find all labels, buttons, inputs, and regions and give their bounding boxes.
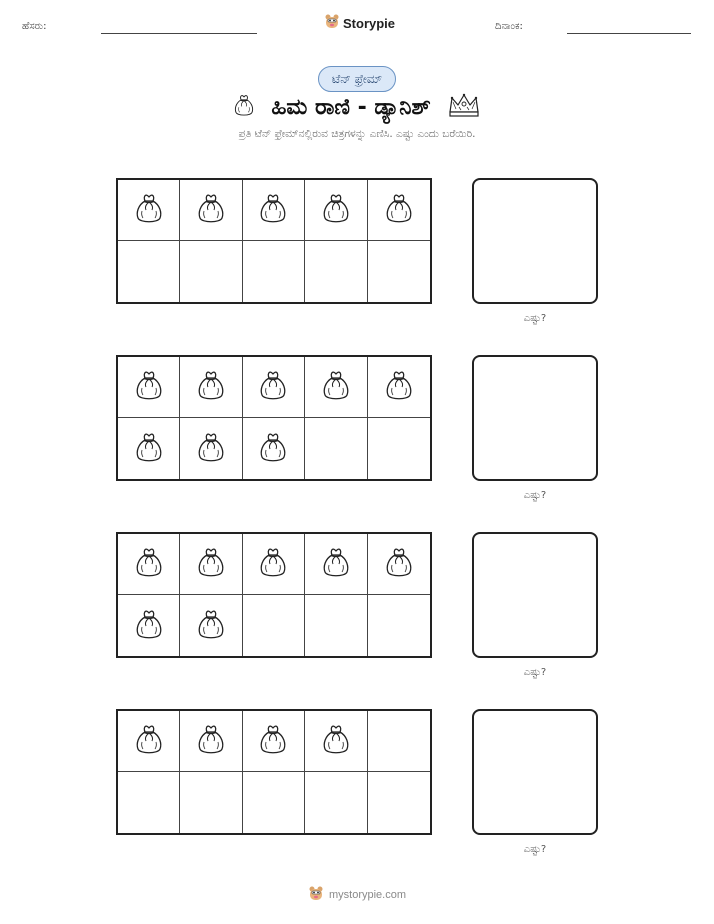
money-bag-icon bbox=[258, 545, 288, 583]
frame-cell bbox=[118, 711, 180, 772]
answer-box[interactable] bbox=[472, 532, 598, 658]
frame-cell bbox=[180, 711, 242, 772]
frame-cell bbox=[180, 418, 242, 479]
frame-cell bbox=[368, 595, 430, 656]
money-bag-icon bbox=[134, 722, 164, 760]
money-bag-icon bbox=[321, 368, 351, 406]
frame-cell bbox=[180, 534, 242, 595]
frame-cell bbox=[368, 241, 430, 302]
money-bag-icon bbox=[384, 191, 414, 229]
frame-cell bbox=[368, 180, 430, 241]
money-bag-icon bbox=[384, 545, 414, 583]
money-bag-icon bbox=[134, 607, 164, 645]
date-line[interactable] bbox=[567, 33, 691, 34]
how-many-label: ಎಷ್ಟು? bbox=[523, 844, 547, 855]
answer-box[interactable] bbox=[472, 709, 598, 835]
frame-cell bbox=[368, 418, 430, 479]
name-label: ಹೆಸರು: bbox=[22, 21, 47, 32]
frame-cell bbox=[243, 711, 305, 772]
worksheet-title: ಹಿಮ ರಾಣಿ - ಡ್ಯಾನಿಶ್ bbox=[271, 94, 431, 120]
name-line[interactable] bbox=[101, 33, 257, 34]
frame-cell bbox=[305, 241, 367, 302]
brand-name: Storypie bbox=[343, 15, 396, 31]
footer-url[interactable]: mystorypie.com bbox=[328, 889, 407, 901]
frame-cell bbox=[305, 357, 367, 418]
money-bag-icon bbox=[134, 191, 164, 229]
frame-cell bbox=[180, 595, 242, 656]
money-bag-icon bbox=[258, 722, 288, 760]
frame-cell bbox=[368, 772, 430, 833]
frame-cell bbox=[305, 180, 367, 241]
frame-cell bbox=[305, 534, 367, 595]
frame-cell bbox=[368, 534, 430, 595]
frame-cell bbox=[118, 357, 180, 418]
money-bag-icon bbox=[196, 368, 226, 406]
frame-cell bbox=[243, 180, 305, 241]
title-row bbox=[0, 92, 714, 122]
frame-cell bbox=[368, 711, 430, 772]
crown-icon bbox=[447, 92, 481, 122]
how-many-label: ಎಷ್ಟು? bbox=[523, 313, 547, 324]
frame-cell bbox=[118, 241, 180, 302]
ten-frame bbox=[116, 532, 432, 658]
how-many-label: ಎಷ್ಟು? bbox=[523, 667, 547, 678]
money-bag-icon bbox=[196, 722, 226, 760]
money-bag-icon bbox=[258, 191, 288, 229]
money-bag-icon bbox=[321, 722, 351, 760]
frame-cell bbox=[180, 241, 242, 302]
frame-cell bbox=[305, 711, 367, 772]
frame-cell bbox=[118, 772, 180, 833]
storypie-mascot-icon bbox=[308, 885, 324, 905]
money-bag-icon bbox=[321, 191, 351, 229]
brand bbox=[324, 13, 395, 33]
date-label: ದಿನಾಂಕ: bbox=[495, 21, 523, 32]
frame-cell bbox=[305, 418, 367, 479]
money-bag-icon bbox=[196, 607, 226, 645]
answer-box[interactable] bbox=[472, 178, 598, 304]
frame-cell bbox=[305, 772, 367, 833]
frame-cell bbox=[118, 180, 180, 241]
frame-cell bbox=[243, 241, 305, 302]
money-bag-icon bbox=[196, 191, 226, 229]
frame-cell bbox=[118, 534, 180, 595]
ten-frame bbox=[116, 709, 432, 835]
frame-cell bbox=[180, 357, 242, 418]
frame-cell bbox=[243, 357, 305, 418]
footer bbox=[0, 885, 714, 905]
money-bag-icon bbox=[196, 545, 226, 583]
storypie-mascot-icon bbox=[324, 13, 340, 33]
money-bag-icon bbox=[258, 430, 288, 468]
frame-cell bbox=[305, 595, 367, 656]
frame-cell bbox=[180, 180, 242, 241]
money-bag-icon bbox=[196, 430, 226, 468]
money-bag-icon bbox=[233, 92, 255, 122]
frame-cell bbox=[368, 357, 430, 418]
how-many-label: ಎಷ್ಟು? bbox=[523, 490, 547, 501]
worksheet-type-badge: ಟೆನ್ ಫ್ರೇಮ್ bbox=[318, 66, 396, 92]
frame-cell bbox=[180, 772, 242, 833]
frame-cell bbox=[118, 595, 180, 656]
money-bag-icon bbox=[384, 368, 414, 406]
frame-cell bbox=[243, 595, 305, 656]
money-bag-icon bbox=[134, 368, 164, 406]
money-bag-icon bbox=[134, 545, 164, 583]
ten-frame bbox=[116, 178, 432, 304]
answer-box[interactable] bbox=[472, 355, 598, 481]
money-bag-icon bbox=[258, 368, 288, 406]
frame-cell bbox=[243, 418, 305, 479]
money-bag-icon bbox=[134, 430, 164, 468]
money-bag-icon bbox=[321, 545, 351, 583]
instructions: ಪ್ರತಿ ಟೆನ್ ಫ್ರೇಮ್‌ನಲ್ಲಿರುವ ಚಿತ್ರಗಳನ್ನು ಎಣಿಸಿ. ಎಷ್ಟು ಎಂದು ಬರೆಯಿರಿ. bbox=[238, 128, 476, 140]
frame-cell bbox=[118, 418, 180, 479]
frame-cell bbox=[243, 534, 305, 595]
ten-frame bbox=[116, 355, 432, 481]
frame-cell bbox=[243, 772, 305, 833]
